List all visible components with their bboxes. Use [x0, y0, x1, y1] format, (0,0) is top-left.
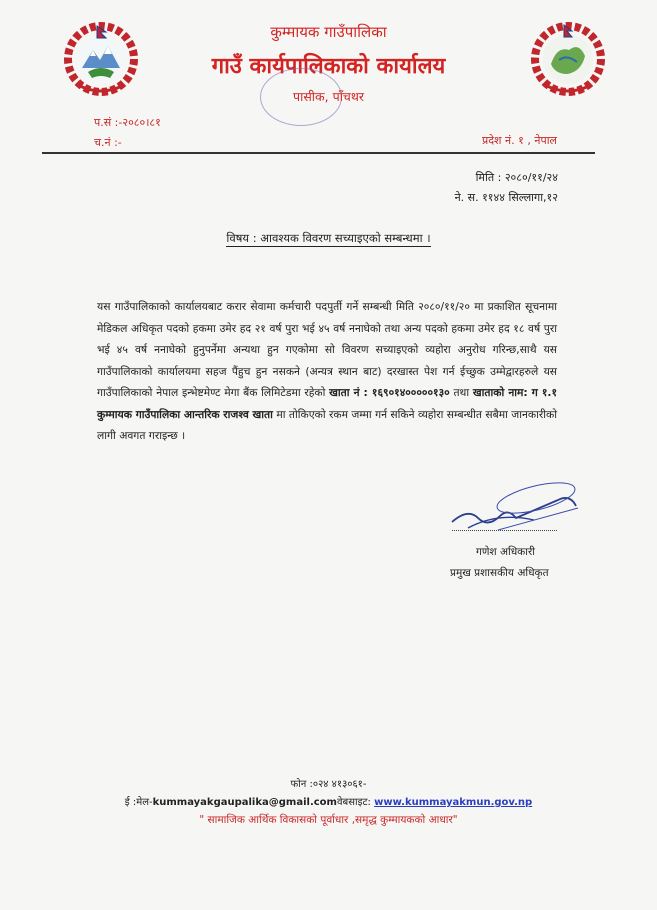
signatory-title: प्रमुख प्रशासकीय अधिकृत: [450, 567, 549, 579]
subject-line: [0, 231, 657, 246]
email-prefix: ई :मेल-: [124, 797, 153, 808]
body-part-1: यस गाउँपालिकाको कार्यालयबाट करार सेवामा कर्मचारी पदपुर्ती गर्ने सम्बन्धी मिति २०८०/११/२० मा प्रकाशित सूचनामा मेडिकल अधिकृत पदको हकमा उमेर हद २१ वर्ष पुरा भई ४५ वर्ष ननाघेको तथा अन्य पदको हकमा उमेर हद १८ वर्ष पुरा भई ४५ वर्ष ननाघेको हुनुपर्नेमा अन्यथा हुन गएकोमा सो विवरण सच्याइएको व्यहोरा अनुरोध गरिन्छ,साथै यस गाउँपालिकाको कार्यालयमा सहज पैंहुच हुन नसकने (अन्यत्र स्थान बाट) दरखास्त पेश गर्न ईच्छुक उम्मेद्वारहरुले यस गाउँपालिकाको नेपाल इन्भेष्टमेण्ट मेगा बैंक लिमिटेडमा रहेको: [97, 300, 557, 399]
account-name: खाताको नाम: ग १.१ कुम्मायक गाउँपालिका आन्तरिक राजश्व खाता: [97, 386, 558, 421]
office-title: गाउँ कार्यपालिकाको कार्यालय: [211, 54, 446, 79]
letter-body: [97, 296, 557, 447]
municipality-name: कुम्मायक गाउँपालिका: [270, 23, 387, 41]
website-prefix: वेबसाइट:: [336, 797, 375, 808]
signatory-name: गणेश अधिकारी: [476, 546, 535, 558]
account-number: खाता नं : १६९०१४०००००१३०: [329, 386, 450, 399]
footer-contact: [0, 794, 657, 808]
office-address: पासीक, पाँचथर: [293, 89, 364, 104]
signature-icon: [438, 478, 588, 548]
nepal-sambat-date: ने. स. ११४४ सिल्लागा,१२: [454, 191, 558, 204]
letter-date: मिति : २०८०/११/२४: [475, 171, 558, 184]
reference-number: प.सं :-२०८०।८१: [94, 116, 161, 129]
dispatch-number: च.नं :-: [94, 136, 122, 149]
footer-slogan: " सामाजिक आर्थिक विकासको पूर्वाधार ,समृद्ध कुम्मायकको आधार": [199, 814, 458, 826]
body-part-3: मा तोकिएको रकम जम्मा गर्न सकिने व्यहोरा सम्बन्धीत सबैमा जानकारीको लागी अवगत गराइन्छ ।: [97, 407, 557, 442]
footer-phone: फोन :०२४ ४१३०६१-: [290, 779, 367, 790]
province-label: प्रदेश नं. १ , नेपाल: [481, 134, 557, 147]
header-divider: [42, 152, 595, 154]
email-address[interactable]: kummayakgaupalika@gmail.com: [152, 797, 337, 808]
signature-line: [452, 530, 557, 531]
subject-text: विषय : आवश्यक विवरण सच्याइएको सम्बन्धमा ।: [226, 231, 431, 245]
body-part-2: तथा: [449, 386, 473, 399]
website-link[interactable]: www.kummayakmun.gov.np: [374, 797, 533, 808]
